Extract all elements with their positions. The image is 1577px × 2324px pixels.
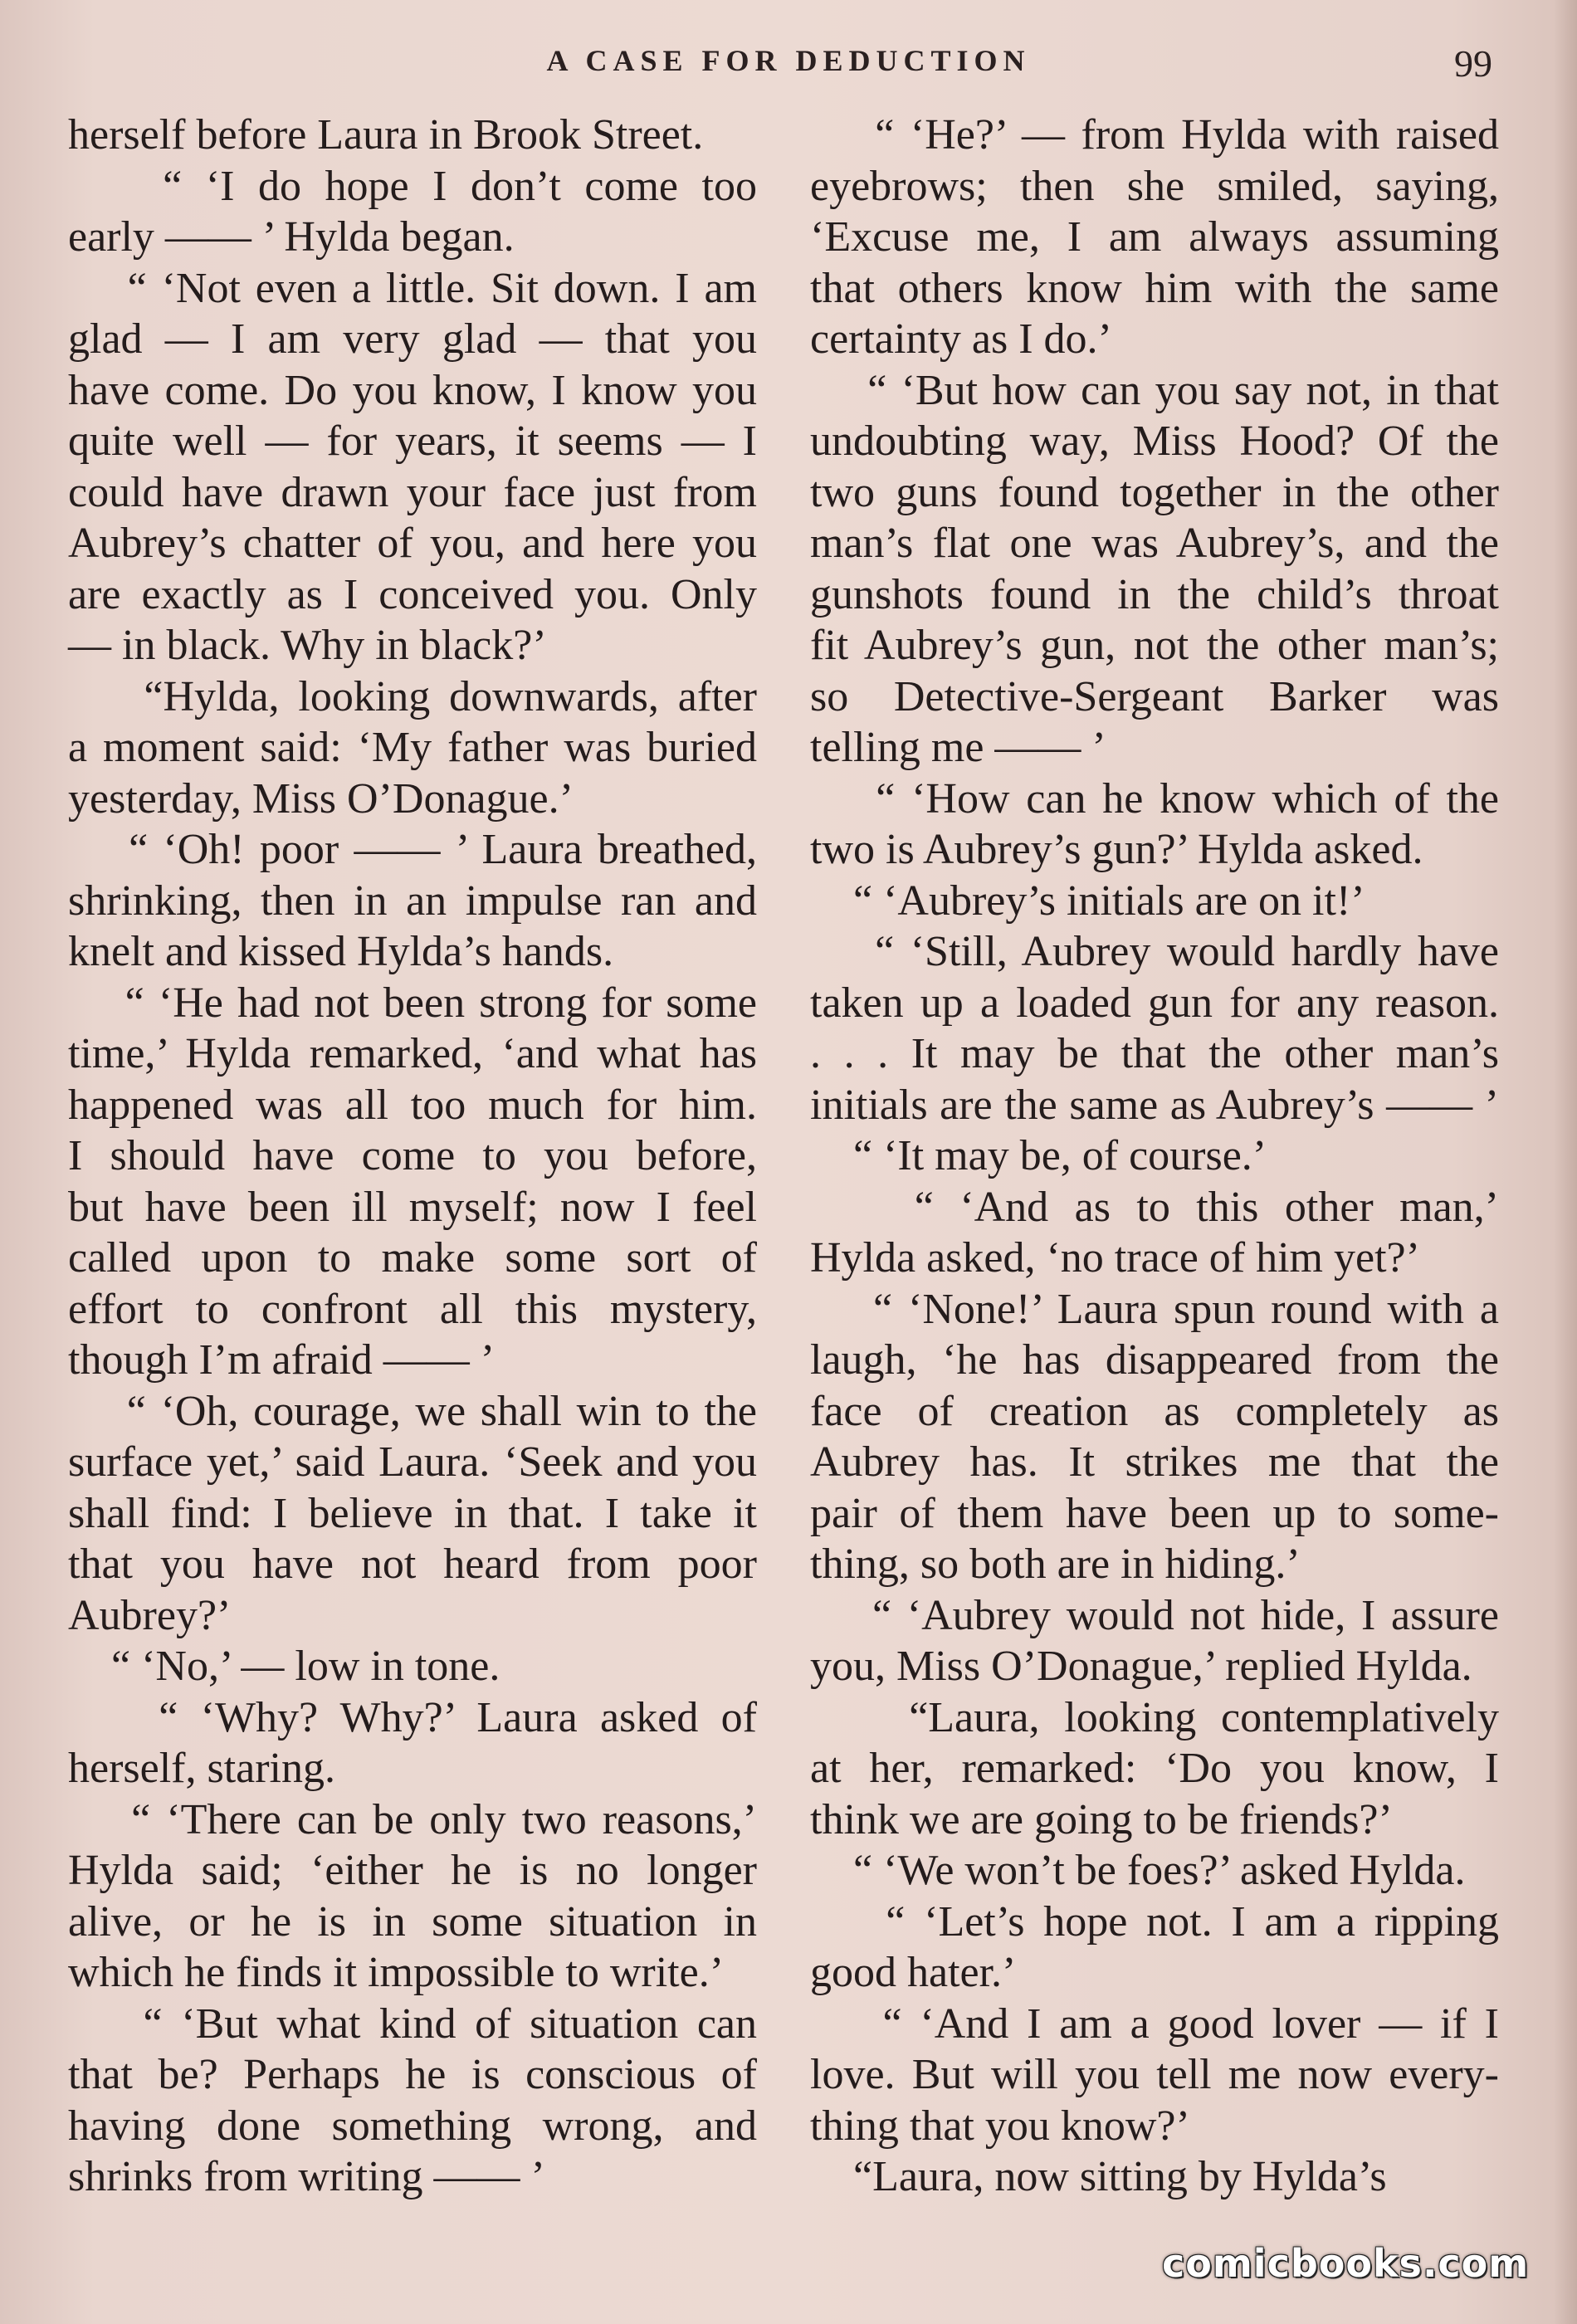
text-line: laugh, ‘he has disappeared from the (810, 1336, 1499, 1384)
text-line: “ ‘Why? Why?’ Laura asked of (68, 1693, 757, 1741)
text-line: thing that you know?’ (810, 2102, 1190, 2150)
text-line: knelt and kissed Hylda’s hands. (68, 928, 614, 975)
text-line: that others know him with the same (810, 264, 1499, 312)
page-number: 99 (1454, 42, 1492, 85)
text-line: “ ‘Not even a little. Sit down. I am (68, 264, 757, 312)
text-line: Aubrey?’ (68, 1591, 232, 1639)
text-line: gunshots found in the child’s throat (810, 570, 1499, 618)
text-line: “ ‘And I am a good lover — if I (810, 1999, 1499, 2048)
text-line: “ ‘Aubrey’s initials are on it!’ (810, 876, 1365, 925)
text-line: “ ‘And as to this other man,’ (810, 1183, 1499, 1231)
text-line: “ ‘No,’ — low in tone. (68, 1643, 500, 1690)
text-line: two guns found together in the other (810, 468, 1499, 516)
text-line: surface yet,’ said Laura. ‘Seek and you (68, 1438, 757, 1486)
text-line: glad — I am very glad — that you (68, 315, 757, 363)
text-line: at her, remarked: ‘Do you know, I (810, 1745, 1499, 1792)
text-line: early —— ’ Hylda began. (68, 213, 515, 261)
text-line: but have been ill myself; now I feel (68, 1183, 757, 1231)
text-line: “ ‘But what kind of situation can (68, 1999, 757, 2048)
text-line: are exactly as I conceived you. Only (68, 570, 757, 618)
text-line: “ ‘Oh! poor —— ’ Laura breathed, (68, 826, 757, 873)
text-line: alive, or he is in some situation in (68, 1897, 757, 1946)
text-line: eyebrows; then she smiled, saying, (810, 162, 1499, 210)
text-line: — in black. Why in black?’ (68, 622, 547, 669)
text-line: effort to confront all this mystery, (68, 1285, 757, 1333)
text-line: telling me —— ’ (810, 724, 1106, 771)
text-line: happened was all too much for him. (68, 1081, 757, 1129)
text-line: which he finds it impossible to write.’ (68, 1949, 725, 1996)
text-line: man’s flat one was Aubrey’s, and the (810, 520, 1499, 567)
text-line: Aubrey has. It strikes me that the (810, 1438, 1499, 1486)
text-line: called upon to make some sort of (68, 1234, 757, 1282)
text-line: good hater.’ (810, 1949, 1017, 1996)
text-line: “ ‘Still, Aubrey would hardly have (810, 928, 1499, 975)
text-line: “ ‘But how can you say not, in that (810, 366, 1499, 414)
text-line: think we are going to be friends?’ (810, 1795, 1393, 1843)
text-line: “ ‘We won’t be foes?’ asked Hylda. (810, 1847, 1466, 1894)
text-line: “ ‘It may be, of course.’ (810, 1132, 1267, 1179)
text-line: initials are the same as Aubrey’s —— ’ (810, 1081, 1499, 1129)
text-line: taken up a loaded gun for any reason. (810, 979, 1499, 1027)
text-line: shrinks from writing —— ’ (68, 2153, 545, 2200)
text-line: herself before Laura in Brook Street. (68, 111, 704, 159)
text-line: undoubting way, Miss Hood? Of the (810, 417, 1499, 465)
text-line: fit Aubrey’s gun, not the other man’s; (810, 622, 1499, 669)
text-line: yesterday, Miss O’Donague.’ (68, 774, 574, 823)
text-line: “ ‘He?’ — from Hylda with raised (810, 111, 1499, 159)
text-line: “ ‘How can he know which of the (810, 774, 1499, 823)
text-line: having done something wrong, and (68, 2102, 757, 2150)
text-line: so Detective-Sergeant Barker was (810, 672, 1499, 720)
text-line: Hylda asked, ‘no trace of him yet?’ (810, 1234, 1420, 1282)
text-line: I should have come to you before, (68, 1132, 757, 1179)
watermark: comicbooks.com (1162, 2241, 1530, 2286)
text-line: “ ‘Oh, courage, we shall win to the (68, 1387, 757, 1435)
text-line: love. But will you tell me now every- (810, 2051, 1499, 2098)
left-text-column (68, 110, 757, 2203)
text-line: could have drawn your face just from (68, 468, 757, 516)
text-line: “Laura, looking contemplatively (810, 1693, 1499, 1741)
text-line: quite well — for years, it seems — I (68, 417, 757, 465)
text-line: ‘Excuse me, I am always assuming (810, 213, 1499, 261)
text-line: a moment said: ‘My father was buried (68, 724, 757, 771)
right-text-column (810, 110, 1499, 2203)
text-line: that you have not heard from poor (68, 1540, 757, 1588)
running-head: A CASE FOR DEDUCTION (546, 44, 1031, 77)
text-line: certainty as I do.’ (810, 315, 1112, 363)
text-line: shrinking, then in an impulse ran and (68, 876, 757, 925)
text-line: Aubrey’s chatter of you, and here you (68, 520, 757, 567)
text-line: “Hylda, looking downwards, after (68, 672, 757, 720)
text-line: face of creation as completely as (810, 1387, 1499, 1435)
text-line: “ ‘There can be only two reasons,’ (68, 1795, 757, 1843)
text-line: shall find: I believe in that. I take it (68, 1489, 757, 1537)
text-line: “ ‘He had not been strong for some (68, 979, 757, 1027)
text-line: Hylda said; ‘either he is no longer (68, 1847, 757, 1894)
text-line: herself, staring. (68, 1745, 336, 1792)
text-line: you, Miss O’Donague,’ replied Hylda. (810, 1643, 1472, 1690)
text-line: thing, so both are in hiding.’ (810, 1540, 1301, 1588)
text-line: “ ‘Let’s hope not. I am a ripping (810, 1897, 1499, 1946)
text-line: that be? Perhaps he is conscious of (68, 2051, 757, 2098)
text-line: “ ‘I do hope I don’t come too (68, 162, 757, 210)
text-line: though I’m afraid —— ’ (68, 1336, 496, 1384)
text-line: “ ‘Aubrey would not hide, I assure (810, 1591, 1499, 1639)
text-line: . . . It may be that the other man’s (810, 1030, 1499, 1077)
text-line: time,’ Hylda remarked, ‘and what has (68, 1030, 757, 1077)
text-line: “ ‘None!’ Laura spun round with a (810, 1285, 1499, 1333)
text-line: two is Aubrey’s gun?’ Hylda asked. (810, 826, 1423, 873)
text-line: pair of them have been up to some- (810, 1489, 1499, 1537)
text-line: have come. Do you know, I know you (68, 366, 757, 414)
text-line: “Laura, now sitting by Hylda’s (810, 2153, 1387, 2200)
page-edge-shadow (1554, 0, 1577, 2324)
